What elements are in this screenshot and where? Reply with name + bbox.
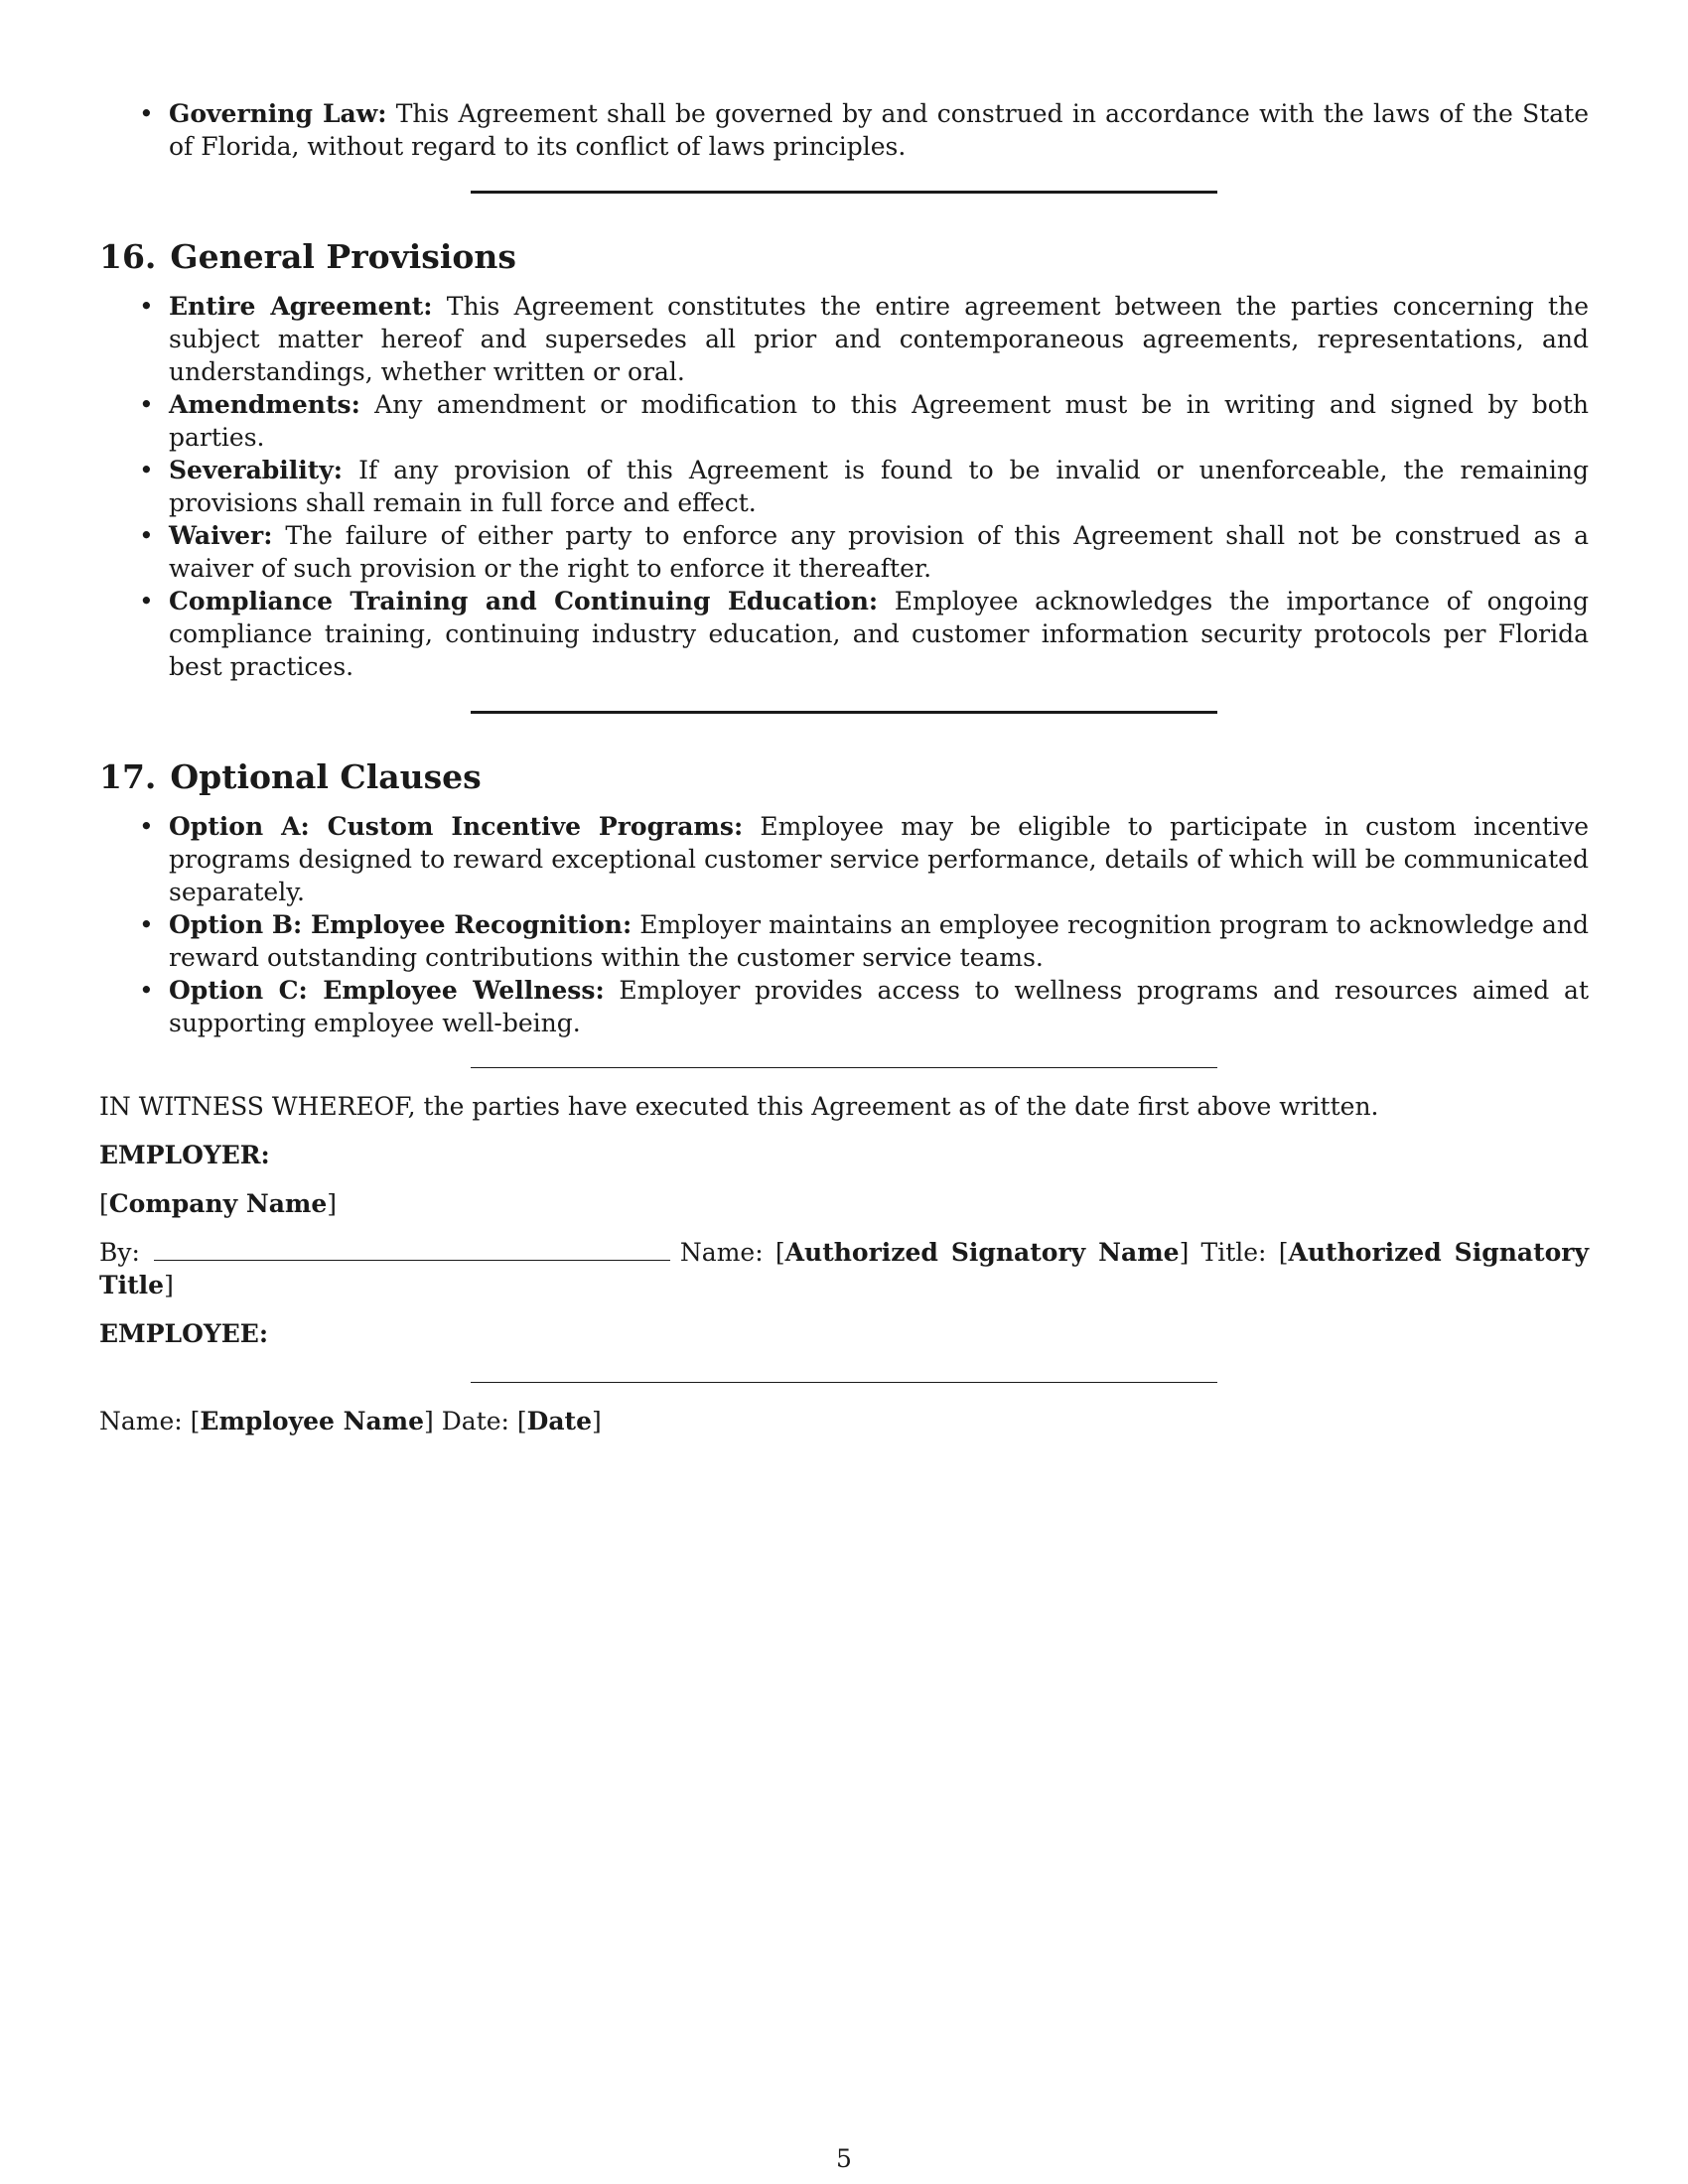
list-item-text: Employer maintains an employee recognition program to acknowledge and reward outstanding contributions within the customer service teams. xyxy=(169,910,1589,972)
list-item xyxy=(99,810,1589,908)
list-item xyxy=(99,519,1589,585)
employee-name: Employee Name xyxy=(200,1407,425,1435)
list-item-text: Employee may be eligible to participate in custom incentive programs designed to reward exceptional customer service performance, details of which will be communicated separately. xyxy=(169,812,1590,906)
employee-name-line: Name: [Employee Name] Date: [Date] xyxy=(99,1407,602,1435)
name-label: Name: xyxy=(679,1238,764,1267)
list-item xyxy=(99,974,1589,1039)
list-item xyxy=(99,290,1589,388)
employee-heading: EMPLOYEE: xyxy=(99,1319,269,1348)
signatory-name: Authorized Signatory Name xyxy=(784,1238,1180,1267)
list-item-lead: Option A: Custom Incentive Programs: xyxy=(169,812,744,841)
section-heading-17 xyxy=(99,757,1589,797)
list-item-lead: Governing Law: xyxy=(169,99,387,128)
list-item-lead: Entire Agreement: xyxy=(169,292,433,321)
section-divider xyxy=(471,711,1217,714)
date-label: Date: xyxy=(441,1407,509,1435)
list-item-lead: Option C: Employee Wellness: xyxy=(169,976,605,1005)
date-value: Date xyxy=(526,1407,593,1435)
list-item-lead: Amendments: xyxy=(169,390,360,419)
section-title: General Provisions xyxy=(170,237,517,276)
list-item-text: Employer provides access to wellness programs and resources aimed at supporting employee well-being. xyxy=(169,976,1589,1037)
signature-divider xyxy=(471,1067,1217,1068)
list-item-text: Any amendment or modification to this Agreement must be in writing and signed by both parties. xyxy=(169,390,1589,452)
list-item xyxy=(99,454,1589,519)
governing-law-list xyxy=(99,97,1589,163)
list-item-text: Employee acknowledges the importance of ongoing compliance training, continuing industry education, and customer information security protocols per Florida best practices. xyxy=(169,587,1589,681)
employer-heading: EMPLOYER: xyxy=(99,1141,270,1169)
section-number: 17. xyxy=(99,757,157,796)
company-name-line: [Company Name] xyxy=(99,1189,338,1218)
list-item-text: This Agreement shall be governed by and construed in accordance with the laws of the State of Florida, without regard to its conflict of laws principles. xyxy=(169,99,1589,161)
page-number: 5 xyxy=(836,2144,852,2173)
witness-statement: IN WITNESS WHEREOF, the parties have executed this Agreement as of the date first above written. xyxy=(99,1092,1379,1121)
section-divider xyxy=(471,191,1217,194)
list-item-lead: Severability: xyxy=(169,456,344,484)
list-item-text: This Agreement constitutes the entire agreement between the parties concerning the subject matter hereof and supersedes all prior and contemporaneous agreements, representations, and understandings, whether written or oral. xyxy=(169,292,1590,386)
list-item xyxy=(99,585,1589,683)
section-title: Optional Clauses xyxy=(170,757,482,796)
list-item-lead: Option B: Employee Recognition: xyxy=(169,910,633,939)
section-number: 16. xyxy=(99,237,157,276)
list-item-text: If any provision of this Agreement is found to be invalid or unenforceable, the remaining provisions shall remain in full force and effect. xyxy=(169,456,1589,517)
section-heading-16 xyxy=(99,237,1589,277)
list-item-lead: Waiver: xyxy=(169,521,273,550)
signature-blank xyxy=(154,1238,670,1261)
employee-name-label: Name: xyxy=(99,1407,183,1435)
signatory-title: Authorized Signatory Title xyxy=(99,1238,1590,1299)
employee-signature-rule xyxy=(471,1382,1217,1383)
by-label: By: xyxy=(99,1238,140,1267)
employer-signature-line: By: Name: [Authorized Signatory Name] Title: [Authorized Signatory Title] xyxy=(99,1238,1590,1299)
list-item-lead: Compliance Training and Continuing Education: xyxy=(169,587,879,615)
list-item xyxy=(99,388,1589,454)
optional-clauses-list xyxy=(99,810,1589,1039)
list-item-text: The failure of either party to enforce any provision of this Agreement shall not be construed as a waiver of such provision or the right to enforce it thereafter. xyxy=(169,521,1589,583)
general-provisions-list xyxy=(99,290,1589,683)
document-page xyxy=(99,97,1589,1437)
list-item xyxy=(99,908,1589,974)
company-name: Company Name xyxy=(108,1189,328,1218)
list-item xyxy=(99,97,1589,163)
title-label: Title: xyxy=(1200,1238,1267,1267)
